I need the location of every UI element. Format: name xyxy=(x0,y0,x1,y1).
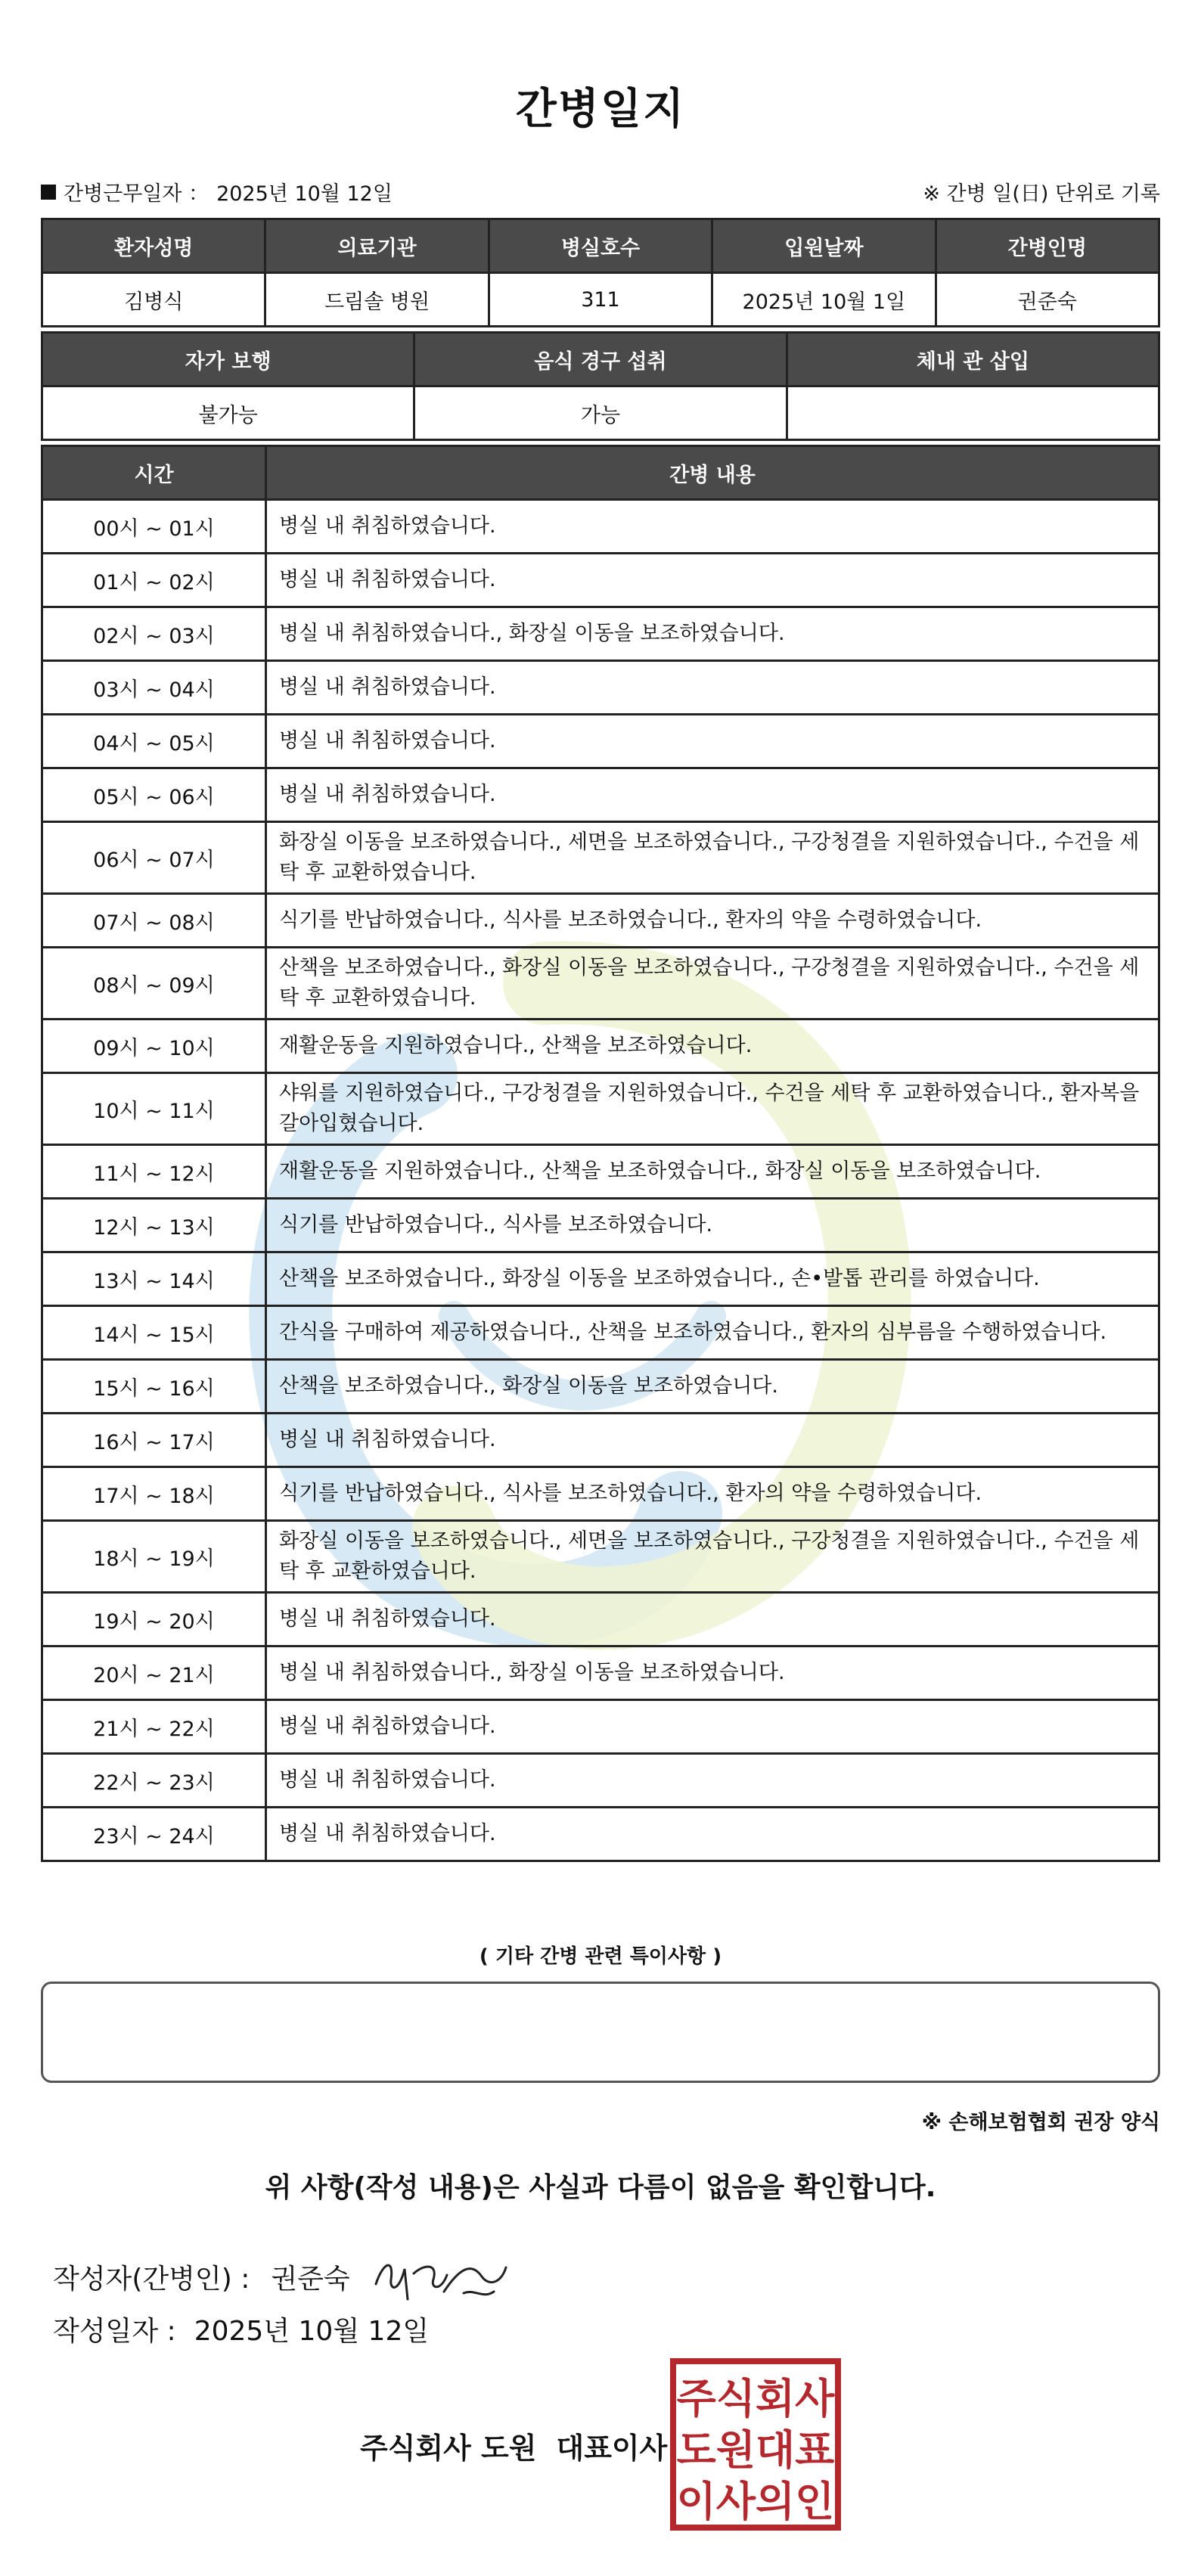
log-content: 병실 내 취침하였습니다. xyxy=(266,1754,1159,1808)
company-title: 대표이사 xyxy=(556,2432,668,2465)
table-row xyxy=(42,948,1159,1020)
log-content: 병실 내 취침하였습니다. xyxy=(266,1593,1159,1646)
table-row xyxy=(42,554,1159,607)
table-row xyxy=(42,1073,1159,1145)
log-time: 11시 ~ 12시 xyxy=(42,1145,266,1199)
log-content: 식기를 반납하였습니다., 식사를 보조하였습니다., 환자의 약을 수령하였습니다. xyxy=(266,1467,1159,1521)
log-time: 08시 ~ 09시 xyxy=(42,948,266,1020)
table-row xyxy=(42,1199,1159,1252)
log-time: 19시 ~ 20시 xyxy=(42,1593,266,1646)
table-row xyxy=(42,1145,1159,1199)
writer-line xyxy=(53,2246,512,2307)
log-time: 13시 ~ 14시 xyxy=(42,1252,266,1306)
log-time: 12시 ~ 13시 xyxy=(42,1199,266,1252)
table-row xyxy=(42,607,1159,661)
table-row xyxy=(42,1467,1159,1521)
log-time: 00시 ~ 01시 xyxy=(42,500,266,554)
log-content: 산책을 보조하였습니다., 화장실 이동을 보조하였습니다. xyxy=(266,1360,1159,1414)
patient-name: 김병식 xyxy=(42,273,265,327)
log-content: 병실 내 취침하였습니다., 화장실 이동을 보조하였습니다. xyxy=(266,607,1159,661)
log-content: 산책을 보조하였습니다., 화장실 이동을 보조하였습니다., 손•발톱 관리를 하였습니다. xyxy=(266,1252,1159,1306)
log-content: 병실 내 취침하였습니다. xyxy=(266,1700,1159,1754)
hospital-name: 드림솔 병원 xyxy=(265,273,489,327)
log-content: 샤워를 지원하였습니다., 구강청결을 지원하였습니다., 수건을 세탁 후 교환하였습니다., 환자복을 갈아입혔습니다. xyxy=(266,1073,1159,1145)
log-time: 04시 ~ 05시 xyxy=(42,715,266,768)
patient-info-table xyxy=(41,218,1160,327)
log-time: 22시 ~ 23시 xyxy=(42,1754,266,1808)
log-content: 화장실 이동을 보조하였습니다., 세면을 보조하였습니다., 구강청결을 지원하였습니다., 수건을 세탁 후 교환하였습니다. xyxy=(266,1521,1159,1593)
notes-title: ( 기타 간병 관련 특이사항 ) xyxy=(479,1945,722,1968)
patient-status-table xyxy=(41,331,1160,441)
header-patient-name: 환자성명 xyxy=(42,219,265,273)
table-row xyxy=(42,1252,1159,1306)
log-time: 01시 ~ 02시 xyxy=(42,554,266,607)
company-name: 주식회사 도원 xyxy=(360,2432,537,2465)
care-log-body xyxy=(42,500,1159,1861)
log-time: 09시 ~ 10시 xyxy=(42,1020,266,1073)
log-content: 병실 내 취침하였습니다. xyxy=(266,554,1159,607)
log-time: 05시 ~ 06시 xyxy=(42,768,266,822)
log-time: 02시 ~ 03시 xyxy=(42,607,266,661)
log-content: 산책을 보조하였습니다., 화장실 이동을 보조하였습니다., 구강청결을 지원하였습니다., 수건을 세탁 후 교환하였습니다. xyxy=(266,948,1159,1020)
writer-label: 작성자(간병인) : xyxy=(53,2263,250,2295)
table-row xyxy=(42,1414,1159,1467)
table-row xyxy=(42,1808,1159,1861)
log-content: 재활운동을 지원하였습니다., 산책을 보조하였습니다., 화장실 이동을 보조하였습니다. xyxy=(266,1145,1159,1199)
oral-intake-value: 가능 xyxy=(414,386,787,440)
page-title: 간병일지 xyxy=(515,85,686,134)
log-time: 15시 ~ 16시 xyxy=(42,1360,266,1414)
log-content: 식기를 반납하였습니다., 식사를 보조하였습니다., 환자의 약을 수령하였습니다. xyxy=(266,894,1159,948)
log-content: 식기를 반납하였습니다., 식사를 보조하였습니다. xyxy=(266,1199,1159,1252)
work-date-label: 간병근무일자 ： xyxy=(64,182,209,206)
header-hospital: 의료기관 xyxy=(265,219,489,273)
table-row xyxy=(42,822,1159,894)
admission-date: 2025년 10월 1일 xyxy=(712,273,936,327)
header-care-content: 간병 내용 xyxy=(266,446,1159,500)
log-content: 병실 내 취침하였습니다. xyxy=(266,1414,1159,1467)
table-row xyxy=(42,768,1159,822)
header-caregiver-name: 간병인명 xyxy=(936,219,1159,273)
square-bullet-icon xyxy=(41,185,56,200)
header-tube-insertion: 체내 관 삽입 xyxy=(787,333,1159,386)
table-row xyxy=(42,1521,1159,1593)
log-content: 병실 내 취침하였습니다. xyxy=(266,1808,1159,1861)
notes-box xyxy=(41,1982,1160,2083)
table-row xyxy=(42,1360,1159,1414)
log-time: 16시 ~ 17시 xyxy=(42,1414,266,1467)
form-note: ※ 손해보험협회 권장 양식 xyxy=(921,2111,1160,2134)
record-note: ※ 간병 일(日) 단위로 기록 xyxy=(923,182,1160,206)
seal-text-line-3: 이사의인 xyxy=(676,2478,835,2525)
log-time: 14시 ~ 15시 xyxy=(42,1306,266,1360)
log-content: 병실 내 취침하였습니다. xyxy=(266,715,1159,768)
write-date-value: 2025년 10월 12일 xyxy=(194,2316,430,2347)
room-number: 311 xyxy=(489,273,712,327)
seal-text-line-2: 도원대표 xyxy=(676,2426,835,2474)
table-row xyxy=(42,894,1159,948)
log-time: 10시 ~ 11시 xyxy=(42,1073,266,1145)
table-row xyxy=(42,1306,1159,1360)
seal-text-line-1: 주식회사 xyxy=(676,2375,835,2422)
log-time: 18시 ~ 19시 xyxy=(42,1521,266,1593)
log-content: 병실 내 취침하였습니다. xyxy=(266,661,1159,715)
log-time: 06시 ~ 07시 xyxy=(42,822,266,894)
writer-name: 권준숙 xyxy=(271,2263,350,2295)
log-content: 병실 내 취침하였습니다. xyxy=(266,768,1159,822)
header-admission-date: 입원날짜 xyxy=(712,219,936,273)
table-row xyxy=(42,1754,1159,1808)
table-row xyxy=(42,1700,1159,1754)
log-time: 23시 ~ 24시 xyxy=(42,1808,266,1861)
log-time: 17시 ~ 18시 xyxy=(42,1467,266,1521)
self-walking-value: 불가능 xyxy=(42,386,414,440)
header-self-walking: 자가 보행 xyxy=(42,333,414,386)
table-row xyxy=(42,661,1159,715)
log-time: 07시 ~ 08시 xyxy=(42,894,266,948)
table-row xyxy=(42,1646,1159,1700)
log-time: 03시 ~ 04시 xyxy=(42,661,266,715)
tube-insertion-value xyxy=(787,386,1159,440)
write-date-line xyxy=(53,2310,429,2348)
signature-image xyxy=(368,2246,512,2307)
log-time: 20시 ~ 21시 xyxy=(42,1646,266,1700)
header-room-number: 병실호수 xyxy=(489,219,712,273)
write-date-label: 작성일자 : xyxy=(53,2316,176,2347)
header-time: 시간 xyxy=(42,446,266,500)
table-row xyxy=(42,1593,1159,1646)
work-date-value: 2025년 10월 12일 xyxy=(216,182,393,206)
log-content: 간식을 구매하여 제공하였습니다., 산책을 보조하였습니다., 환자의 심부름을 수행하였습니다. xyxy=(266,1306,1159,1360)
log-content: 병실 내 취침하였습니다. xyxy=(266,500,1159,554)
log-content: 병실 내 취침하였습니다., 화장실 이동을 보조하였습니다. xyxy=(266,1646,1159,1700)
care-log-table xyxy=(41,445,1160,1862)
company-signature xyxy=(360,2425,667,2466)
log-time: 21시 ~ 22시 xyxy=(42,1700,266,1754)
log-content: 화장실 이동을 보조하였습니다., 세면을 보조하였습니다., 구강청결을 지원하였습니다., 수건을 세탁 후 교환하였습니다. xyxy=(266,822,1159,894)
caregiver-name: 권준숙 xyxy=(936,273,1159,327)
header-oral-intake: 음식 경구 섭취 xyxy=(414,333,787,386)
work-date xyxy=(41,177,393,206)
table-row xyxy=(42,1020,1159,1073)
table-row xyxy=(42,715,1159,768)
table-row xyxy=(42,500,1159,554)
confirmation-statement: 위 사항(작성 내용)은 사실과 다름이 없음을 확인합니다. xyxy=(265,2172,936,2203)
company-seal xyxy=(670,2358,841,2531)
log-content: 재활운동을 지원하였습니다., 산책을 보조하였습니다. xyxy=(266,1020,1159,1073)
